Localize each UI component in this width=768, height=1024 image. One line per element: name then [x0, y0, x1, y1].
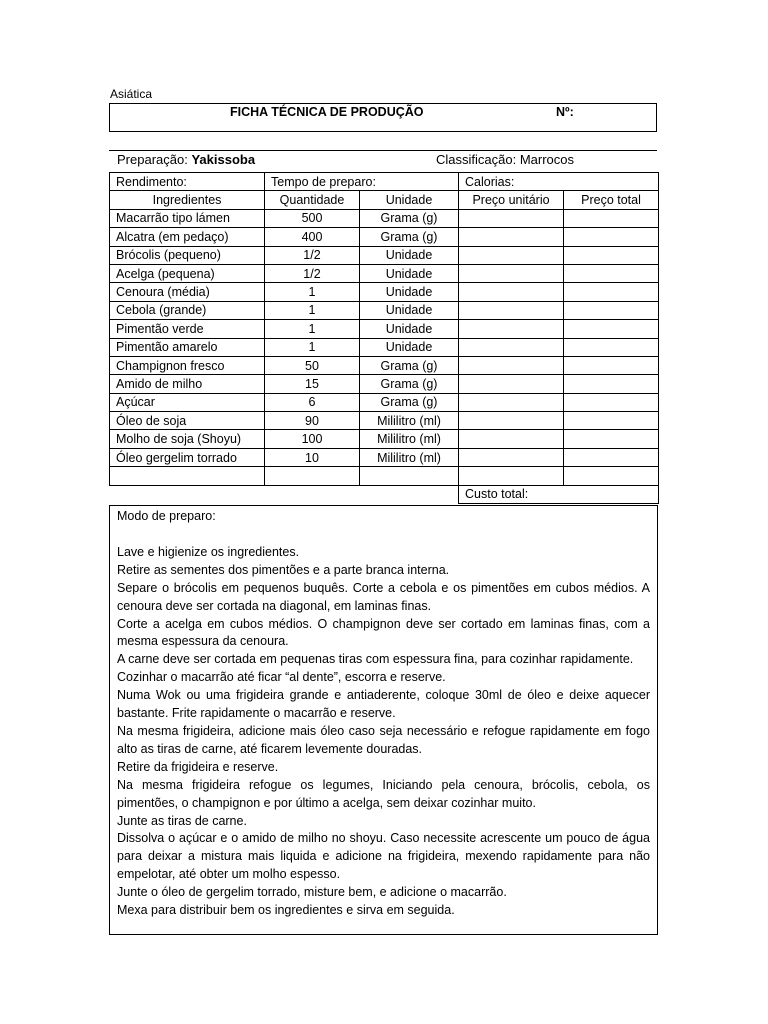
total-price-cell [564, 412, 659, 430]
ingredient-unit: Unidade [360, 264, 459, 282]
empty-cell [459, 467, 564, 485]
column-header: Quantidade [265, 191, 360, 209]
ingredient-name: Macarrão tipo lámen [110, 209, 265, 227]
ingredient-quantity: 1/2 [265, 246, 360, 264]
method-step: Mexa para distribuir bem os ingredientes e sirva em seguida. [117, 903, 455, 918]
unit-price-cell [459, 393, 564, 411]
table-row [110, 301, 659, 319]
column-header: Preço total [564, 191, 659, 209]
method-steps [117, 544, 650, 920]
method-step: Numa Wok ou uma frigideira grande e antiaderente, coloque 30ml de óleo e deixe aquecer bastante. Frite rapidamente o macarrão e reserve. [117, 688, 650, 721]
table-row [110, 320, 659, 338]
method-step: Cozinhar o macarrão até ficar “al dente”, escorra e reserve. [117, 670, 446, 685]
table-row [110, 393, 659, 411]
table-header-row [110, 191, 659, 209]
ingredient-quantity: 1/2 [265, 264, 360, 282]
method-step: Junte as tiras de carne. [117, 813, 247, 828]
total-cost-label: Custo total: [459, 485, 659, 503]
prep-time-label: Tempo de preparo: [265, 173, 459, 191]
ingredient-unit: Grama (g) [360, 356, 459, 374]
method-step: Separe o brócolis em pequenos buquês. Corte a cebola e os pimentões em cubos médios. A cenoura deve ser cortada na diagonal, em laminas finas. [117, 580, 650, 613]
ingredient-name: Pimentão verde [110, 320, 265, 338]
total-cost-spacer [110, 485, 459, 503]
unit-price-cell [459, 412, 564, 430]
table-row [110, 228, 659, 246]
total-price-cell [564, 393, 659, 411]
ingredient-name: Alcatra (em pedaço) [110, 228, 265, 246]
table-row [110, 246, 659, 264]
empty-cell [110, 467, 265, 485]
classification-field [436, 152, 574, 167]
ingredient-quantity: 15 [265, 375, 360, 393]
table-row [110, 448, 659, 466]
total-price-cell [564, 228, 659, 246]
unit-price-cell [459, 283, 564, 301]
ingredient-quantity: 100 [265, 430, 360, 448]
ingredient-quantity: 6 [265, 393, 360, 411]
method-step: Corte a acelga em cubos médios. O champignon deve ser cortado em laminas finas, com a mesma espessura da cenoura. [117, 616, 650, 649]
unit-price-cell [459, 430, 564, 448]
ingredient-quantity: 90 [265, 412, 360, 430]
unit-price-cell [459, 375, 564, 393]
category-label: Asiática [110, 87, 153, 101]
column-header: Preço unitário [459, 191, 564, 209]
ingredient-quantity: 1 [265, 338, 360, 356]
ingredient-name: Acelga (pequena) [110, 264, 265, 282]
ingredient-name: Cebola (grande) [110, 301, 265, 319]
method-step: Junte o óleo de gergelim torrado, misture bem, e adicione o macarrão. [117, 885, 507, 900]
ingredient-quantity: 50 [265, 356, 360, 374]
unit-price-cell [459, 228, 564, 246]
unit-price-cell [459, 209, 564, 227]
ingredient-name: Açúcar [110, 393, 265, 411]
ingredient-unit: Grama (g) [360, 209, 459, 227]
table-row [110, 412, 659, 430]
ingredients-table [109, 172, 659, 504]
sheet-number-label: Nº: [556, 105, 574, 119]
table-row [110, 375, 659, 393]
calories-label: Calorias: [459, 173, 659, 191]
unit-price-cell [459, 356, 564, 374]
method-step: Retire as sementes dos pimentões e a parte branca interna. [117, 562, 450, 577]
total-price-cell [564, 283, 659, 301]
empty-cell [360, 467, 459, 485]
ingredient-name: Cenoura (média) [110, 283, 265, 301]
ingredient-name: Amido de milho [110, 375, 265, 393]
table-row [110, 283, 659, 301]
table-row [110, 209, 659, 227]
classification-value: Marrocos [519, 152, 575, 167]
ingredient-unit: Unidade [360, 338, 459, 356]
table-row [110, 264, 659, 282]
column-header: Ingredientes [110, 191, 265, 209]
preparation-label: Preparação: [117, 152, 188, 167]
empty-cell [265, 467, 360, 485]
ingredient-quantity: 1 [265, 283, 360, 301]
empty-cell [564, 467, 659, 485]
classification-label: Classificação: [436, 152, 517, 167]
method-step: Lave e higienize os ingredientes. [117, 544, 300, 559]
unit-price-cell [459, 448, 564, 466]
unit-price-cell [459, 264, 564, 282]
method-step: Dissolva o açúcar e o amido de milho no shoyu. Caso necessite acrescente um pouco de água para deixar a mistura mais liquida e adicione na frigideira, mexendo rapidamente para não empelotar, até obter um molho espesso. [117, 831, 650, 882]
method-step: Na mesma frigideira refogue os legumes, Iniciando pela cenoura, brócolis, cebola, os pimentões, o champignon e por último a acelga, sem deixar cozinhar muito. [117, 777, 650, 810]
empty-row [110, 467, 659, 485]
ingredient-name: Molho de soja (Shoyu) [110, 430, 265, 448]
ingredient-unit: Grama (g) [360, 375, 459, 393]
method-step: A carne deve ser cortada em pequenas tiras com espessura fina, para cozinhar rapidamente. [117, 652, 634, 667]
ingredient-name: Pimentão amarelo [110, 338, 265, 356]
method-section [109, 505, 658, 935]
ingredient-unit: Mililitro (ml) [360, 412, 459, 430]
summary-row [110, 173, 659, 191]
table-row [110, 356, 659, 374]
total-price-cell [564, 301, 659, 319]
table-row [110, 338, 659, 356]
total-price-cell [564, 448, 659, 466]
total-price-cell [564, 356, 659, 374]
total-price-cell [564, 430, 659, 448]
ingredient-unit: Mililitro (ml) [360, 448, 459, 466]
ingredient-unit: Grama (g) [360, 228, 459, 246]
yield-label: Rendimento: [110, 173, 265, 191]
ingredient-unit: Grama (g) [360, 393, 459, 411]
ingredient-quantity: 1 [265, 320, 360, 338]
ingredient-unit: Mililitro (ml) [360, 430, 459, 448]
preparation-field [117, 152, 255, 167]
unit-price-cell [459, 301, 564, 319]
ingredient-unit: Unidade [360, 301, 459, 319]
ingredient-name: Brócolis (pequeno) [110, 246, 265, 264]
sheet-title: FICHA TÉCNICA DE PRODUÇÃO [230, 105, 424, 119]
ingredient-name: Champignon fresco [110, 356, 265, 374]
preparation-value: Yakissoba [191, 152, 256, 167]
ingredient-unit: Unidade [360, 320, 459, 338]
total-price-cell [564, 320, 659, 338]
method-step: Na mesma frigideira, adicione mais óleo caso seja necessário e refogue rapidamente em fogo alto as tiras de carne, até ficarem levemente douradas. [117, 723, 650, 756]
ingredient-unit: Unidade [360, 246, 459, 264]
ingredient-name: Óleo gergelim torrado [110, 448, 265, 466]
ingredient-quantity: 10 [265, 448, 360, 466]
ingredient-quantity: 400 [265, 228, 360, 246]
method-title: Modo de preparo: [117, 509, 216, 523]
unit-price-cell [459, 320, 564, 338]
divider [109, 150, 657, 151]
ingredient-unit: Unidade [360, 283, 459, 301]
total-price-cell [564, 264, 659, 282]
ingredient-quantity: 1 [265, 301, 360, 319]
total-price-cell [564, 209, 659, 227]
unit-price-cell [459, 246, 564, 264]
total-price-cell [564, 375, 659, 393]
method-step: Retire da frigideira e reserve. [117, 759, 279, 774]
unit-price-cell [459, 338, 564, 356]
column-header: Unidade [360, 191, 459, 209]
total-price-cell [564, 338, 659, 356]
ingredient-quantity: 500 [265, 209, 360, 227]
total-price-cell [564, 246, 659, 264]
table-row [110, 430, 659, 448]
total-cost-row [110, 485, 659, 503]
ingredient-name: Óleo de soja [110, 412, 265, 430]
